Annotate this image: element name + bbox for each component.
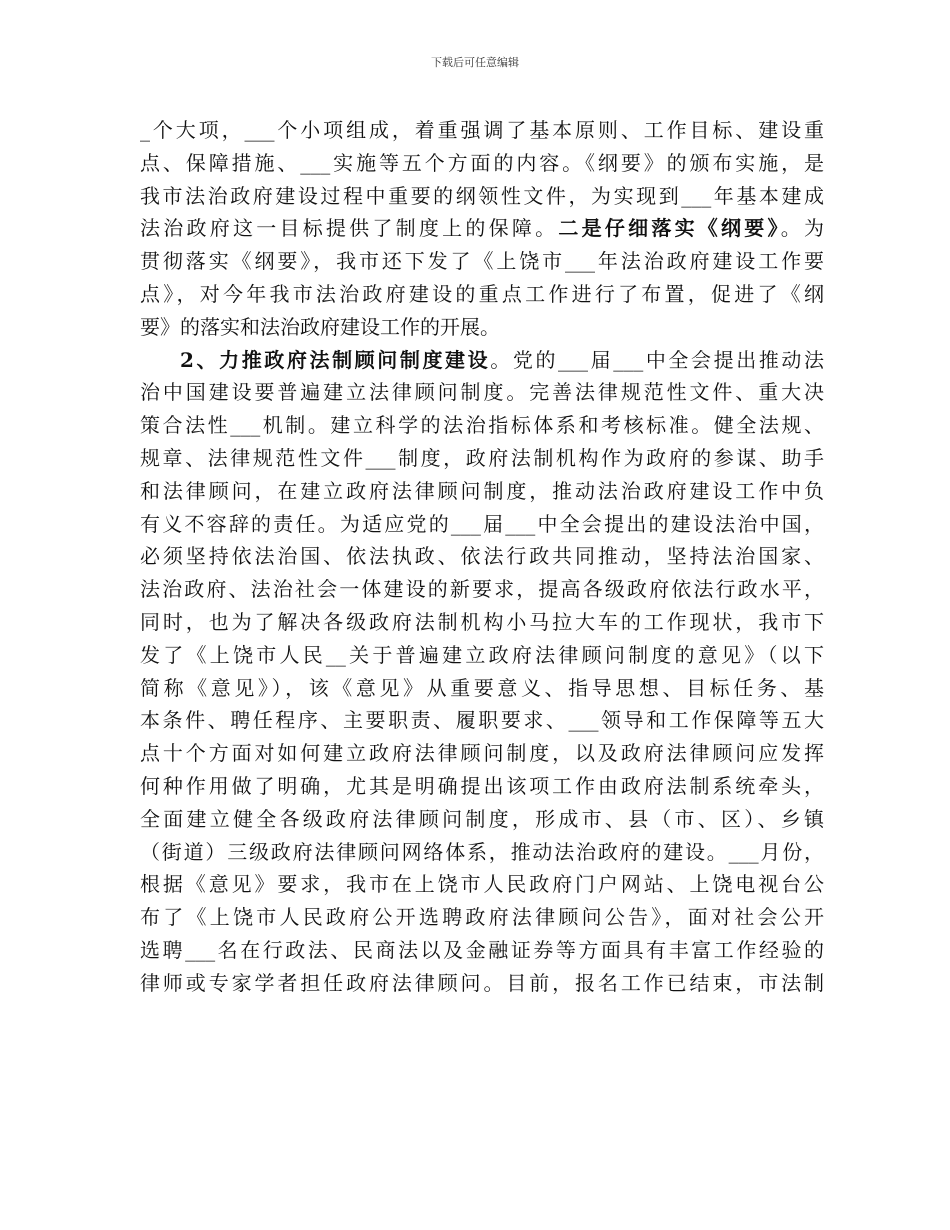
text-line xyxy=(140,376,824,409)
body-text: 治中国建设要普遍建立法律顾问制度。完善法律规范性文件、重大决 xyxy=(140,380,824,405)
text-line xyxy=(140,901,824,934)
text-line xyxy=(140,770,824,803)
body-text: 何种作用做了明确，尤其是明确提出该项工作由政府法制系统牵头， xyxy=(140,773,824,798)
body-text: _个大项，___个小项组成，着重强调了基本原则、工作目标、建设重 xyxy=(140,118,824,142)
text-line xyxy=(140,934,824,967)
text-line xyxy=(140,836,824,869)
body-text: 全面建立健全各级政府法律顾问制度，形成市、县（市、区）、乡镇 xyxy=(140,806,824,831)
body-text: 策合法性___机制。建立科学的法治指标体系和考核标准。健全法规、 xyxy=(140,413,824,438)
bold-heading-text: 2、力推政府法制顾问制度建设 xyxy=(180,347,491,372)
body-text: 法治政府这一目标提供了制度上的保障。 xyxy=(140,216,559,241)
body-text: 必须坚持依法治国、依法执政、依法行政共同推动，坚持法治国家、 xyxy=(140,544,824,569)
text-line xyxy=(140,442,824,475)
text-line xyxy=(140,245,824,278)
text-line xyxy=(140,606,824,639)
body-text: 发了《上饶市人民__关于普遍建立政府法律顾问制度的意见》（以下 xyxy=(140,642,824,667)
text-line xyxy=(140,508,824,541)
body-text: 选聘___名在行政法、民商法以及金融证券等方面具有丰富工作经验的 xyxy=(140,937,824,962)
body-text: 法治政府、法治社会一体建设的新要求，提高各级政府依法行政水平， xyxy=(140,577,824,602)
body-text: （街道）三级政府法律顾问网络体系，推动法治政府的建设。___月份， xyxy=(140,839,824,864)
text-line xyxy=(140,639,824,672)
body-text: 本条件、聘任程序、主要职责、履职要求、___领导和工作保障等五大 xyxy=(140,708,824,733)
text-line xyxy=(140,278,824,311)
text-line xyxy=(140,409,824,442)
body-text: 。为 xyxy=(780,216,824,241)
body-text: 我市法治政府建设过程中重要的纲领性文件，为实现到___年基本建成 xyxy=(140,183,824,208)
bold-heading-text: 二是仔细落实《纲要》 xyxy=(558,216,781,241)
text-line xyxy=(140,180,824,213)
body-text: 规章、法律规范性文件___制度，政府法制机构作为政府的参谋、助手 xyxy=(140,445,824,470)
text-line xyxy=(140,475,824,508)
text-line xyxy=(140,967,824,1000)
text-line xyxy=(140,672,824,705)
text-line xyxy=(140,704,824,737)
text-line xyxy=(140,803,824,836)
body-text: 有义不容辞的责任。为适应党的___届___中全会提出的建设法治中国， xyxy=(140,511,824,536)
text-line xyxy=(140,868,824,901)
document-body xyxy=(140,114,824,1000)
body-text: 点、保障措施、___实施等五个方面的内容。《纲要》的颁布实施，是 xyxy=(140,150,824,175)
text-line xyxy=(140,540,824,573)
text-line xyxy=(140,344,824,377)
body-text: 和法律顾问，在建立政府法律顾问制度，推动法治政府建设工作中负 xyxy=(140,478,824,503)
body-text: 。党的___届___中全会提出推动法 xyxy=(490,347,824,372)
body-text: 布了《上饶市人民政府公开选聘政府法律顾问公告》，面对社会公开 xyxy=(140,905,824,930)
page-header-note: 下载后可任意编辑 xyxy=(431,56,519,69)
body-text: 点十个方面对如何建立政府法律顾问制度，以及政府法律顾问应发挥 xyxy=(140,741,824,766)
body-text: 根据《意见》要求，我市在上饶市人民政府门户网站、上饶电视台公 xyxy=(140,872,824,897)
body-text: 要》的落实和法治政府建设工作的开展。 xyxy=(140,314,500,339)
text-line xyxy=(140,114,824,147)
body-text: 点》，对今年我市法治政府建设的重点工作进行了布置，促进了《纲 xyxy=(140,281,824,306)
text-line xyxy=(140,147,824,180)
body-text: 贯彻落实《纲要》，我市还下发了《上饶市___年法治政府建设工作要 xyxy=(140,249,824,274)
text-line xyxy=(140,737,824,770)
text-line xyxy=(140,212,824,245)
body-text: 律师或专家学者担任政府法律顾问。目前，报名工作已结束，市法制 xyxy=(140,970,824,995)
body-text: 简称《意见》），该《意见》从重要意义、指导思想、目标任务、基 xyxy=(140,675,824,700)
body-text: 同时，也为了解决各级政府法制机构小马拉大车的工作现状，我市下 xyxy=(140,609,824,634)
text-line xyxy=(140,573,824,606)
text-line xyxy=(140,311,824,344)
